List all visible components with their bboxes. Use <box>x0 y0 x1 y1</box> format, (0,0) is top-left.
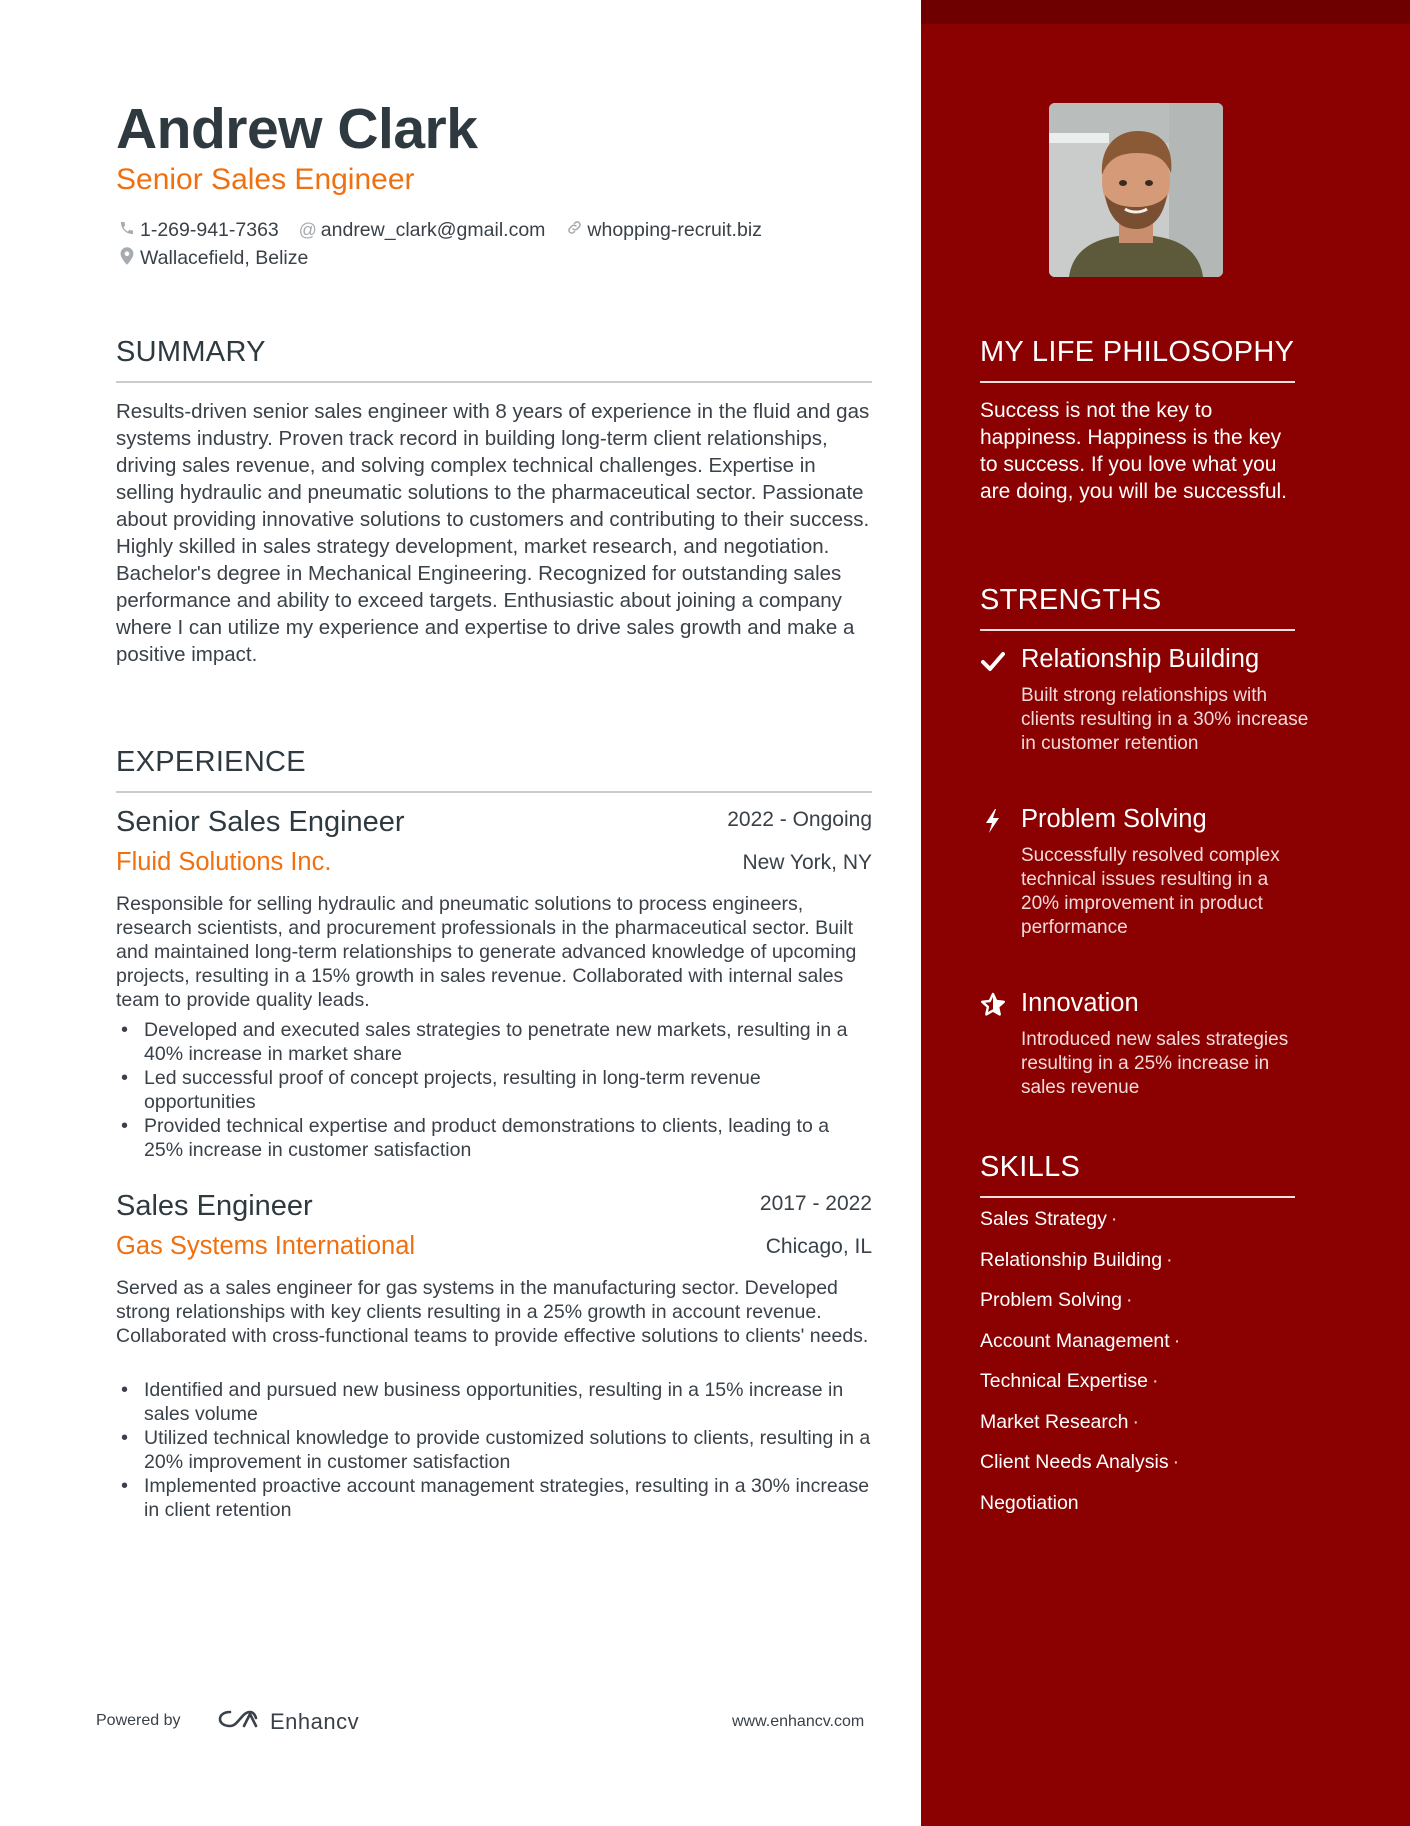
skills-divider <box>980 1196 1295 1198</box>
enhancv-logo-icon <box>214 1706 262 1737</box>
summary-text: Results-driven senior sales engineer with 8 years of experience in the fluid and gas systems industry. Proven track record in building long-term client relationships, driving sales revenue, and solving complex technical challenges. Expertise in selling hydraulic and pneumatic solutions to the pharmaceutical sector. Passionate about providing innovative solutions to customers and contributing to their success. Highly skilled in sales strategy development, market research, and negotiation. Bachelor's degree in Mechanical Engineering. Recognized for outstanding sales performance and ability to exceed targets. Enthusiastic about joining a company where I can utilize my experience and expertise to drive sales growth and make a positive impact. <box>116 400 870 666</box>
job-bullets <box>116 1018 872 1162</box>
experience-heading: EXPERIENCE <box>116 746 306 778</box>
skill-item <box>980 1370 1300 1411</box>
skill-label: Relationship Building <box>980 1248 1163 1271</box>
skill-item <box>980 1289 1300 1330</box>
contact-info <box>116 216 780 272</box>
job-bullet: • Developed and executed sales strategies to penetrate new markets, resulting in a 40% increase in market share <box>116 1018 872 1066</box>
skill-separator: · <box>1110 1208 1118 1230</box>
contact-email <box>297 219 546 242</box>
location-text: Wallacefield, Belize <box>140 246 309 269</box>
skill-item <box>980 1330 1300 1371</box>
link-icon <box>563 219 585 241</box>
job-bullet: • Led successful proof of concept projects, resulting in long-term revenue opportunities <box>116 1066 872 1114</box>
job-description: Served as a sales engineer for gas systems in the manufacturing sector. Developed strong relationships with key clients resulting in a 25% growth in account revenue. Collaborated with cross-functional teams to provide effective solutions to clients' needs. <box>116 1277 869 1347</box>
star-icon <box>980 992 1006 1018</box>
job-location: Chicago, IL <box>765 1235 872 1258</box>
job-entry <box>116 1190 872 1530</box>
sidebar-top-band <box>921 0 1410 24</box>
strengths-heading: STRENGTHS <box>980 584 1162 616</box>
skill-item <box>980 1411 1300 1452</box>
email-link[interactable]: andrew_clark@gmail.com <box>320 218 546 241</box>
strength-title: Relationship Building <box>1021 645 1260 673</box>
skill-item <box>980 1208 1300 1249</box>
job-bullet: • Identified and pursued new business opportunities, resulting in a 15% increase in sales volume <box>116 1378 872 1426</box>
skill-item <box>980 1451 1300 1492</box>
skill-separator: · <box>1173 1329 1181 1352</box>
philosophy-heading: MY LIFE PHILOSOPHY <box>980 336 1295 368</box>
job-title: Senior Sales Engineer <box>116 806 405 838</box>
candidate-title: Senior Sales Engineer <box>116 163 415 196</box>
check-icon <box>980 648 1006 674</box>
experience-divider <box>116 791 872 793</box>
powered-by-text: Powered by <box>96 1712 181 1729</box>
strength-description: Built strong relationships with clients resulting in a 30% increase in customer retention <box>1021 685 1309 754</box>
skill-label: Client Needs Analysis <box>980 1451 1169 1473</box>
skill-separator: · <box>1172 1451 1180 1473</box>
job-bullet: • Utilized technical knowledge to provide customized solutions to clients, resulting in a 20% improvement in customer satisfaction <box>116 1426 872 1474</box>
sidebar <box>921 0 1410 1826</box>
strengths-divider <box>980 629 1295 631</box>
skill-label: Market Research <box>980 1410 1129 1433</box>
philosophy-divider <box>980 381 1295 383</box>
contact-location <box>116 247 308 270</box>
map-pin-icon <box>116 247 138 270</box>
job-entry <box>116 806 872 1166</box>
skill-separator: · <box>1132 1410 1139 1433</box>
job-title: Sales Engineer <box>116 1190 313 1222</box>
skills-list <box>980 1208 1300 1532</box>
strength-title: Problem Solving <box>1021 805 1207 833</box>
skill-label: Account Management <box>980 1329 1170 1352</box>
skill-label: Sales Strategy <box>980 1208 1107 1230</box>
job-bullets <box>116 1378 872 1522</box>
website-link[interactable]: whopping-recruit.biz <box>587 218 762 241</box>
skills-heading: SKILLS <box>980 1151 1081 1183</box>
job-bullet: • Provided technical expertise and product demonstrations to clients, leading to a 25% increase in customer satisfaction <box>116 1114 872 1162</box>
skill-label: Problem Solving <box>980 1289 1122 1311</box>
strength-title: Innovation <box>1021 989 1139 1017</box>
job-bullet: • Implemented proactive account management strategies, resulting in a 30% increase in client retention <box>116 1474 872 1522</box>
strength-description: Introduced new sales strategies resulting in a 25% increase in sales revenue <box>1021 1029 1289 1098</box>
summary-divider <box>116 381 872 383</box>
skill-item <box>980 1492 1300 1533</box>
phone-text[interactable]: 1-269-941-7363 <box>140 218 279 241</box>
enhancv-logo[interactable] <box>214 1706 359 1737</box>
skill-label: Technical Expertise <box>980 1370 1148 1392</box>
contact-phone <box>116 219 279 242</box>
summary-heading: SUMMARY <box>116 336 266 368</box>
skill-separator: · <box>1152 1370 1159 1392</box>
phone-icon <box>116 220 138 241</box>
job-dates: 2017 - 2022 <box>759 1192 872 1215</box>
profile-photo <box>1049 103 1223 277</box>
skill-separator: · <box>1125 1289 1133 1311</box>
skill-label: Negotiation <box>980 1491 1079 1514</box>
strength-description: Successfully resolved complex technical issues resulting in a 20% improvement in product performance <box>1021 845 1280 938</box>
skill-separator: · <box>1166 1248 1173 1271</box>
philosophy-text: Success is not the key to happiness. Happiness is the key to success. If you love what you are doing, you will be successful. <box>980 399 1287 503</box>
job-company: Fluid Solutions Inc. <box>116 848 332 876</box>
at-sign-icon: @ <box>298 219 317 240</box>
skill-item <box>980 1249 1300 1290</box>
job-company: Gas Systems International <box>116 1232 416 1260</box>
candidate-name: Andrew Clark <box>116 97 478 161</box>
job-dates: 2022 - Ongoing <box>727 808 872 831</box>
job-description: Responsible for selling hydraulic and pneumatic solutions to process engineers, research scientists, and procurement professionals in the pharmaceutical sector. Built and maintained long-term relationships to generate advanced knowledge of upcoming projects, resulting in a 15% growth in sales revenue. Collaborated with internal sales team to provide quality leads. <box>116 893 857 1011</box>
footer-url[interactable]: www.enhancv.com <box>732 1713 865 1730</box>
lightning-bolt-icon <box>980 808 1006 834</box>
enhancv-logo-text: Enhancv <box>270 1708 360 1734</box>
job-location: New York, NY <box>742 851 872 874</box>
contact-website <box>563 219 762 242</box>
